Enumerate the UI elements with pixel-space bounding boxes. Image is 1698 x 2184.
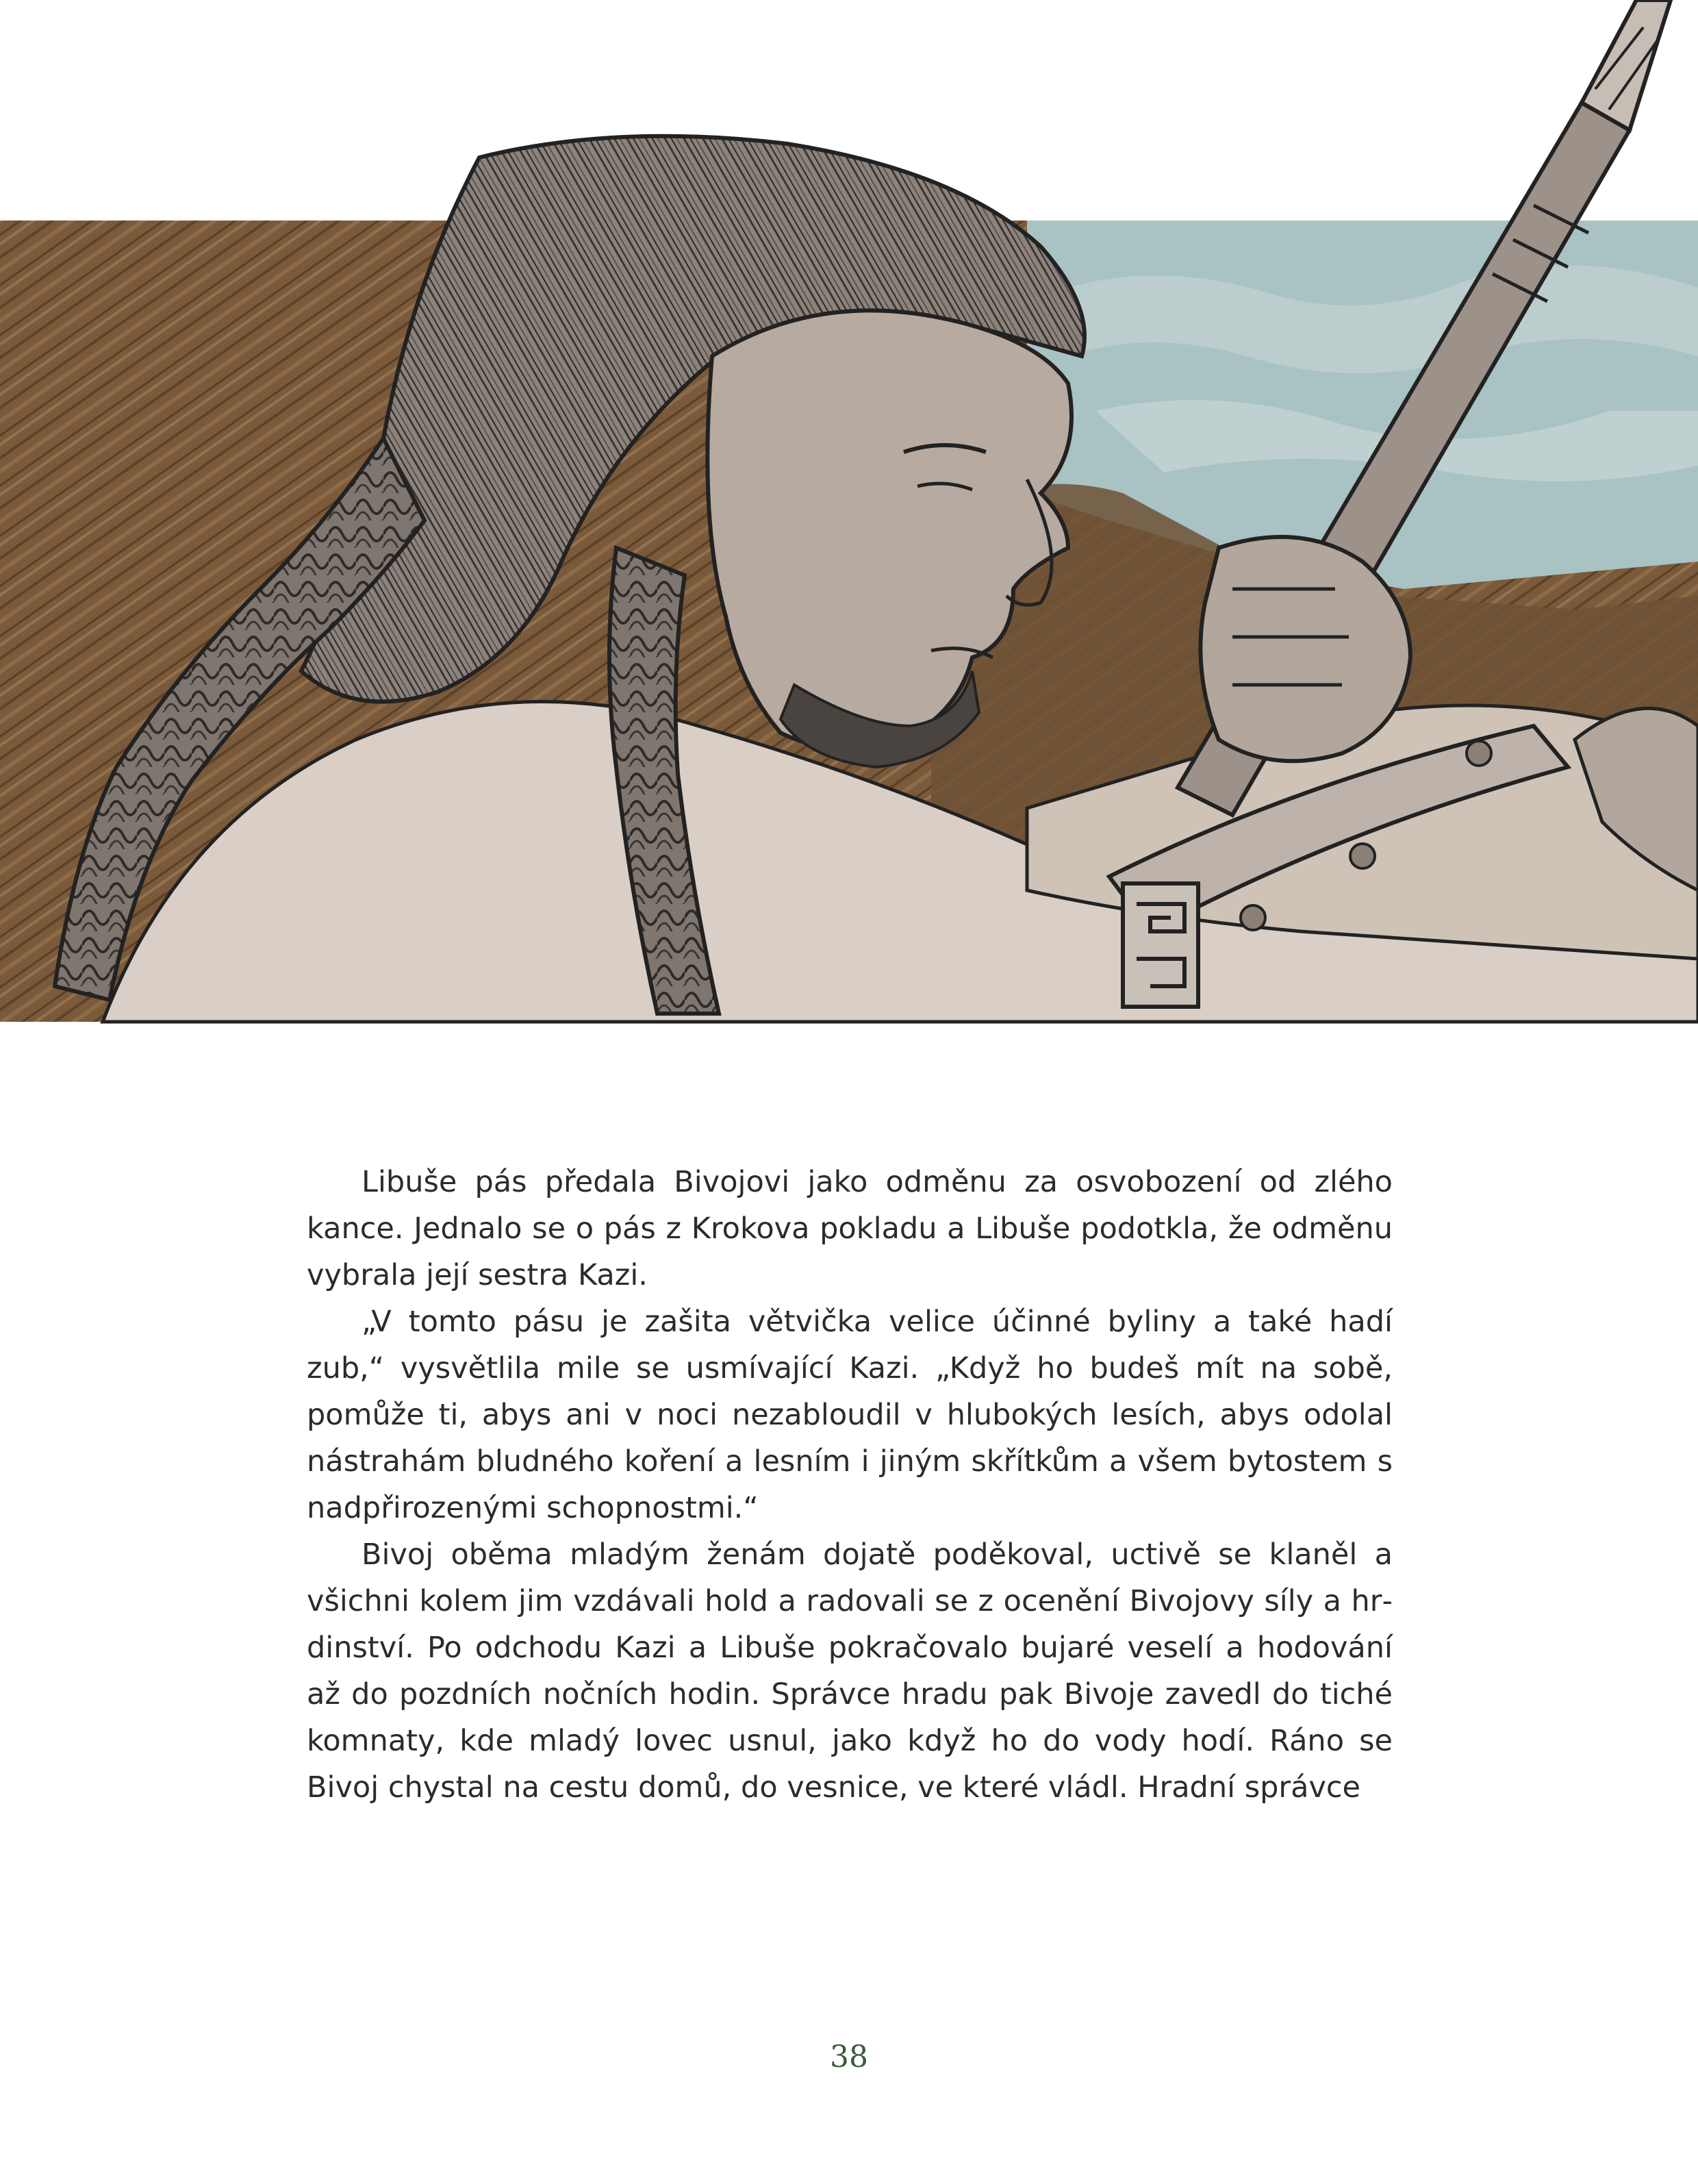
paragraph-1: Libuše pás předala Bivojovi jako odměnu za osvobození od zlého kance. Jednalo se o pás z Krokova pokladu a Libuše podotkla, že odměnu vybrala její sestra Kazi. [307,1165,1393,1292]
story-text [307,1159,1393,1811]
page-number: 38 [830,2039,868,2074]
paragraph-2: „V tomto pásu je zašita větvička velice účinné byliny a také hadí zub,“ vysvětlila mile se usmívající Kazi. „Když ho budeš mít na sobě, pomůže ti, abys ani v noci nezabloudil v hlubokých lesích, abys odolal nástrahám bludného koření a lesním i jiným skřítkům a všem bytostem s nadpřirozenými schopnostmi.“ [307,1305,1393,1525]
warrior-illustration [0,0,1698,1027]
warrior-illustration-icon [0,0,1698,1027]
paragraph-3: Bivoj oběma mladým ženám dojatě poděkoval, uctivě se klaněl a všichni kolem jim vzdávali hold a radovali se z ocenění Bivojovy síly a hrdinství. Po odchodu Kazi a Libuše pokračovalo bujaré veselí a hodování až do pozdních nočních hodin. Správce hradu pak Bivoje zavedl do tiché komnaty, kde mladý lovec usnul, jako když ho do vody hodí. Ráno se Bivoj chystal na cestu domů, do vesnice, ve které vládl. Hradní správce [307,1537,1393,1805]
